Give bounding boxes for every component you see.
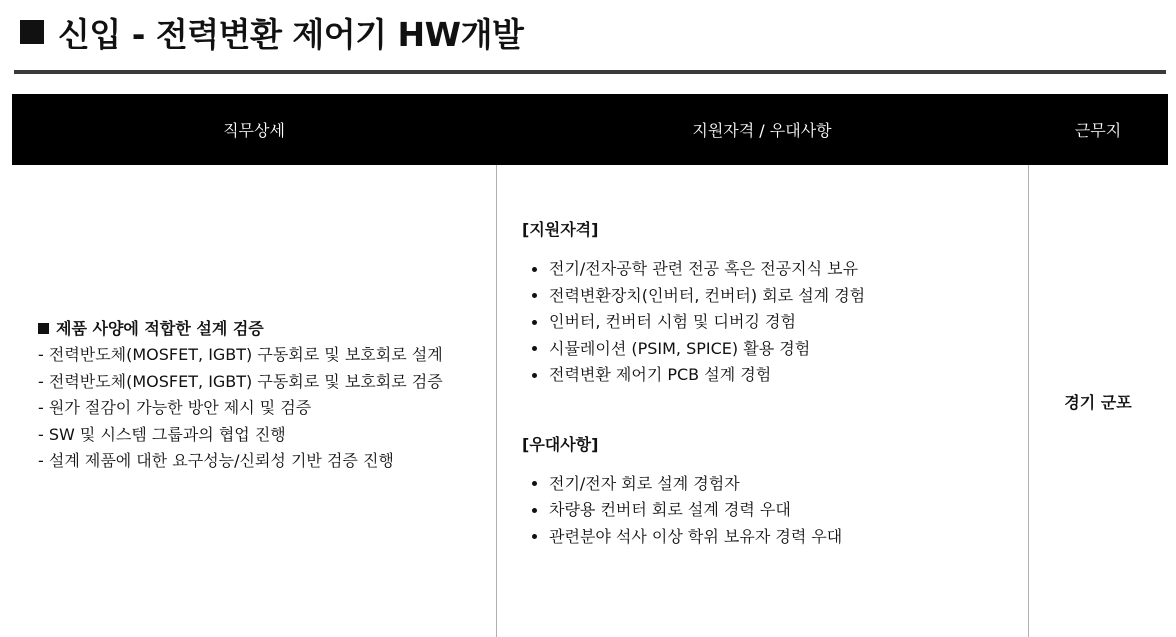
title-divider: [14, 70, 1166, 74]
duty-heading: 제품 사양에 적합한 설계 검증: [56, 319, 264, 338]
qualifications-cell: [522, 217, 1022, 550]
duty-heading-row: [38, 315, 494, 342]
page-title-row: [20, 8, 523, 56]
bullet-icon: [532, 320, 537, 325]
column-header-qualifications: 지원자격 / 우대사항: [692, 121, 832, 140]
list-item: [522, 362, 1022, 389]
list-item: [522, 497, 1022, 524]
duty-line: - 전력반도체(MOSFET, IGBT) 구동회로 및 보호회로 검증: [38, 371, 443, 391]
list-item-text: 관련분야 석사 이상 학위 보유자 경력 우대: [549, 526, 843, 546]
list-item-text: 차량용 컨버터 회로 설계 경력 우대: [549, 500, 791, 519]
list-item-text: 인버터, 컨버터 시험 및 디버깅 경험: [549, 312, 796, 331]
duty-line: - 전력반도체(MOSFET, IGBT) 구동회로 및 보호회로 설계: [38, 345, 443, 364]
duty-line: - SW 및 시스템 그룹과의 협업 진행: [38, 424, 286, 444]
bullet-icon: [532, 373, 537, 378]
preferred-heading: [우대사항]: [522, 434, 599, 454]
square-bullet-icon: [20, 20, 44, 44]
list-item: [522, 309, 1022, 336]
preferred-list: [522, 471, 1022, 551]
table-body: [12, 165, 1168, 637]
page-title: 신입 - 전력변환 제어기 HW개발: [58, 14, 524, 54]
qualifications-list: [522, 256, 1022, 389]
list-item-text: 전기/전자공학 관련 전공 혹은 전공지식 보유: [549, 259, 859, 278]
duty-line: - 원가 절감이 가능한 방안 제시 및 검증: [38, 398, 312, 417]
list-item: [522, 336, 1022, 363]
duty-cell: [38, 315, 494, 475]
table-header: [12, 94, 1168, 165]
bullet-icon: [532, 346, 537, 351]
list-item-text: 전력변환 제어기 PCB 설계 경험: [549, 365, 772, 384]
bullet-icon: [532, 508, 537, 513]
bullet-icon: [532, 293, 537, 298]
square-bullet-icon: [38, 323, 49, 334]
list-item-text: 시뮬레이션 (PSIM, SPICE) 활용 경험: [549, 338, 811, 358]
list-item: [522, 256, 1022, 283]
bullet-icon: [532, 267, 537, 272]
duty-line: - 설계 제품에 대한 요구성능/신뢰성 기반 검증 진행: [38, 451, 394, 470]
location-cell: 경기 군포: [1064, 392, 1132, 412]
bullet-icon: [532, 534, 537, 539]
list-item-text: 전력변환장치(인버터, 컨버터) 회로 설계 경험: [549, 285, 866, 305]
list-item: [522, 471, 1022, 498]
column-header-duty: 직무상세: [223, 121, 285, 140]
bullet-icon: [532, 481, 537, 486]
qualifications-heading: [지원자격]: [522, 220, 599, 239]
list-item-text: 전기/전자 회로 설계 경험자: [549, 473, 740, 493]
list-item: [522, 524, 1022, 551]
column-header-location: 근무지: [1074, 121, 1122, 140]
job-table: [12, 94, 1168, 637]
column-divider: [496, 165, 497, 637]
list-item: [522, 283, 1022, 310]
